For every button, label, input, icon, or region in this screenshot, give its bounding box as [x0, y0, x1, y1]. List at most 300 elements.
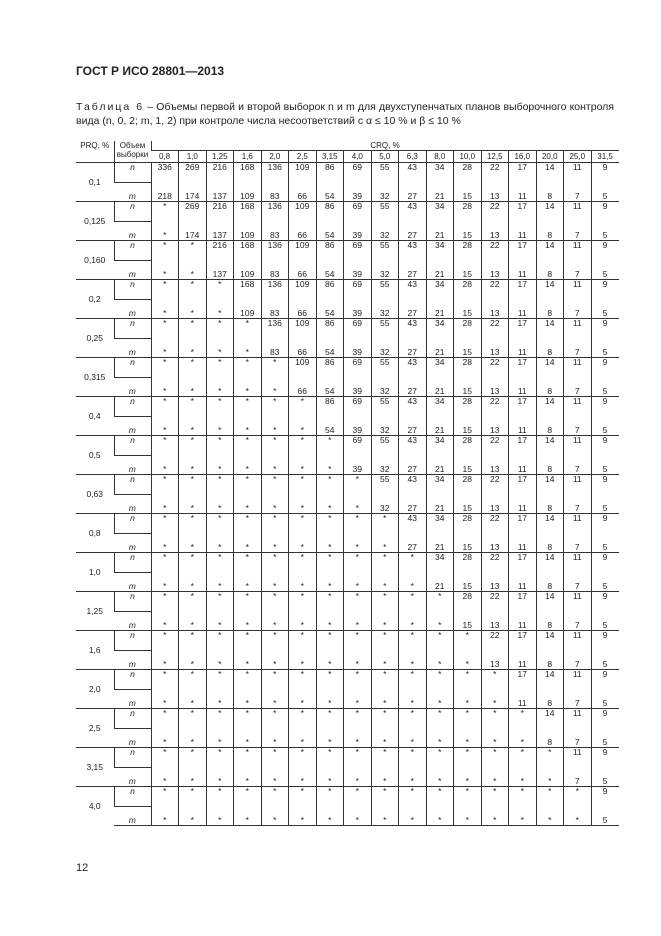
cell-m: 7: [564, 612, 592, 631]
cell-n: *: [399, 709, 427, 729]
cell-m: 15: [454, 183, 482, 202]
cell-n: *: [261, 787, 289, 807]
cell-m: *: [151, 768, 179, 787]
cell-n: *: [179, 553, 207, 573]
cell-m: *: [151, 261, 179, 280]
table-row-m: [76, 495, 619, 514]
cell-n: *: [261, 670, 289, 690]
cell-m: *: [344, 573, 372, 592]
cell-n: 34: [426, 319, 454, 339]
cell-n: 86: [316, 358, 344, 378]
cell-m: 13: [481, 261, 509, 280]
cell-m: 39: [344, 378, 372, 397]
cell-m: *: [234, 495, 262, 514]
cell-m: *: [316, 768, 344, 787]
cell-n: 11: [564, 397, 592, 417]
cell-n: 168: [234, 163, 262, 183]
cell-n: 17: [509, 553, 537, 573]
cell-n: *: [344, 709, 372, 729]
cell-m: 5: [591, 573, 619, 592]
cell-n: 14: [536, 436, 564, 456]
cell-m: *: [316, 690, 344, 709]
cell-m: *: [179, 729, 207, 748]
cell-m: *: [206, 729, 234, 748]
cell-m: 32: [371, 417, 399, 436]
cell-n: 34: [426, 280, 454, 300]
table-row-m: [76, 339, 619, 358]
cell-n: 11: [564, 514, 592, 534]
cell-n: 86: [316, 319, 344, 339]
cell-m: *: [179, 534, 207, 553]
cell-n: *: [454, 670, 482, 690]
cell-n: 28: [454, 592, 482, 612]
cell-n: 86: [316, 280, 344, 300]
cell-m: *: [261, 378, 289, 397]
cell-m: 13: [481, 417, 509, 436]
cell-n: 14: [536, 319, 564, 339]
table-row-n: [76, 241, 619, 261]
cell-m: *: [426, 807, 454, 826]
sample-m-label: m: [114, 651, 151, 670]
cell-m: *: [261, 729, 289, 748]
sample-size-header: Объем выборки: [114, 141, 151, 163]
cell-n: 136: [261, 163, 289, 183]
cell-n: *: [289, 553, 317, 573]
cell-m: 39: [344, 417, 372, 436]
cell-m: 218: [151, 183, 179, 202]
table-row-m: [76, 300, 619, 319]
crq-value: 16,0: [509, 151, 537, 163]
prq-value: 1,6: [76, 631, 114, 670]
cell-n: *: [179, 592, 207, 612]
cell-m: *: [151, 612, 179, 631]
cell-n: *: [234, 631, 262, 651]
cell-n: 11: [564, 748, 592, 768]
cell-n: 28: [454, 514, 482, 534]
cell-m: *: [371, 573, 399, 592]
cell-m: *: [179, 378, 207, 397]
cell-n: *: [316, 436, 344, 456]
cell-n: 109: [289, 280, 317, 300]
cell-m: *: [399, 651, 427, 670]
cell-m: *: [289, 768, 317, 787]
cell-m: 11: [509, 651, 537, 670]
cell-m: *: [261, 495, 289, 514]
cell-n: 14: [536, 475, 564, 495]
table-row-n: [76, 748, 619, 768]
cell-n: *: [151, 280, 179, 300]
cell-n: 11: [564, 358, 592, 378]
prq-value: 2,0: [76, 670, 114, 709]
cell-n: 43: [399, 280, 427, 300]
cell-m: *: [509, 729, 537, 748]
crq-value: 3,15: [316, 151, 344, 163]
sample-m-label: m: [114, 729, 151, 748]
cell-m: *: [344, 690, 372, 709]
cell-m: *: [454, 651, 482, 670]
cell-n: 86: [316, 202, 344, 222]
cell-n: 9: [591, 631, 619, 651]
cell-m: 7: [564, 573, 592, 592]
sample-m-label: m: [114, 573, 151, 592]
table-row-m: [76, 456, 619, 475]
cell-m: 11: [509, 261, 537, 280]
table-caption-label: Таблица 6: [76, 101, 145, 113]
cell-m: *: [509, 807, 537, 826]
cell-m: *: [426, 651, 454, 670]
sample-m-label: m: [114, 690, 151, 709]
cell-m: 5: [591, 690, 619, 709]
cell-m: 27: [399, 417, 427, 436]
cell-m: *: [179, 456, 207, 475]
cell-m: *: [234, 573, 262, 592]
cell-n: 14: [536, 280, 564, 300]
sample-n-label: n: [114, 787, 151, 807]
sample-n-label: n: [114, 397, 151, 417]
cell-m: 15: [454, 339, 482, 358]
cell-m: 32: [371, 222, 399, 241]
cell-n: *: [371, 787, 399, 807]
cell-n: *: [289, 709, 317, 729]
cell-n: *: [234, 748, 262, 768]
cell-m: 54: [316, 417, 344, 436]
cell-n: 43: [399, 202, 427, 222]
cell-m: 32: [371, 261, 399, 280]
cell-m: 7: [564, 417, 592, 436]
crq-value: 0,8: [151, 151, 179, 163]
cell-m: 27: [399, 495, 427, 514]
cell-m: *: [399, 573, 427, 592]
cell-n: 28: [454, 436, 482, 456]
cell-m: *: [261, 534, 289, 553]
cell-n: 9: [591, 280, 619, 300]
cell-m: 83: [261, 183, 289, 202]
cell-m: 32: [371, 456, 399, 475]
sample-m-label: m: [114, 534, 151, 553]
cell-n: 22: [481, 553, 509, 573]
sample-m-label: m: [114, 339, 151, 358]
cell-n: *: [234, 319, 262, 339]
cell-n: *: [151, 670, 179, 690]
cell-n: 216: [206, 163, 234, 183]
cell-m: *: [426, 612, 454, 631]
cell-n: *: [399, 631, 427, 651]
cell-m: *: [206, 612, 234, 631]
cell-n: *: [151, 787, 179, 807]
table-row-m: [76, 612, 619, 631]
cell-m: *: [454, 768, 482, 787]
prq-value: 4,0: [76, 787, 114, 826]
table-row-m: [76, 729, 619, 748]
cell-m: *: [234, 534, 262, 553]
cell-m: 27: [399, 339, 427, 358]
cell-m: 13: [481, 534, 509, 553]
cell-n: 9: [591, 202, 619, 222]
cell-n: *: [206, 748, 234, 768]
cell-m: 15: [454, 495, 482, 514]
table-row-n: [76, 475, 619, 495]
cell-n: 14: [536, 592, 564, 612]
cell-m: 7: [564, 183, 592, 202]
cell-n: *: [206, 709, 234, 729]
cell-n: *: [426, 592, 454, 612]
cell-m: *: [179, 768, 207, 787]
cell-n: 216: [206, 241, 234, 261]
cell-n: *: [261, 397, 289, 417]
prq-value: 0,1: [76, 163, 114, 202]
cell-n: *: [289, 514, 317, 534]
crq-value: 31,5: [591, 151, 619, 163]
cell-n: 69: [344, 241, 372, 261]
document-header: ГОСТ Р ИСО 28801—2013: [76, 64, 225, 78]
cell-n: 14: [536, 163, 564, 183]
prq-value: 1,0: [76, 553, 114, 592]
cell-m: *: [151, 690, 179, 709]
cell-m: 54: [316, 300, 344, 319]
cell-m: 5: [591, 612, 619, 631]
cell-m: 7: [564, 534, 592, 553]
cell-m: 27: [399, 300, 427, 319]
cell-m: *: [151, 573, 179, 592]
cell-m: 83: [261, 261, 289, 280]
cell-n: 55: [371, 358, 399, 378]
cell-n: *: [179, 280, 207, 300]
cell-m: *: [399, 729, 427, 748]
cell-m: *: [371, 690, 399, 709]
cell-m: *: [234, 807, 262, 826]
cell-n: 14: [536, 202, 564, 222]
cell-m: *: [316, 534, 344, 553]
cell-m: *: [179, 690, 207, 709]
cell-m: 15: [454, 534, 482, 553]
cell-n: *: [261, 748, 289, 768]
cell-m: *: [371, 651, 399, 670]
cell-n: *: [206, 592, 234, 612]
cell-m: 66: [289, 339, 317, 358]
cell-n: 34: [426, 436, 454, 456]
cell-m: *: [234, 690, 262, 709]
cell-n: 216: [206, 202, 234, 222]
cell-n: 28: [454, 319, 482, 339]
cell-m: 39: [344, 456, 372, 475]
cell-m: *: [234, 729, 262, 748]
sample-n-label: n: [114, 241, 151, 261]
cell-m: 15: [454, 612, 482, 631]
cell-n: *: [151, 436, 179, 456]
cell-n: 34: [426, 553, 454, 573]
sample-m-label: m: [114, 378, 151, 397]
cell-n: *: [371, 553, 399, 573]
cell-m: 11: [509, 378, 537, 397]
cell-n: 28: [454, 397, 482, 417]
cell-m: 7: [564, 690, 592, 709]
cell-n: 34: [426, 514, 454, 534]
cell-m: *: [206, 339, 234, 358]
cell-m: *: [289, 690, 317, 709]
crq-value: 25,0: [564, 151, 592, 163]
cell-m: 7: [564, 261, 592, 280]
cell-n: 17: [509, 514, 537, 534]
cell-n: *: [261, 475, 289, 495]
cell-m: *: [289, 417, 317, 436]
cell-m: *: [234, 339, 262, 358]
table-row-m: [76, 690, 619, 709]
cell-n: 11: [564, 670, 592, 690]
cell-m: *: [234, 456, 262, 475]
cell-n: *: [151, 241, 179, 261]
cell-m: 66: [289, 183, 317, 202]
cell-n: 43: [399, 514, 427, 534]
cell-n: 22: [481, 397, 509, 417]
cell-n: *: [344, 787, 372, 807]
sample-m-label: m: [114, 183, 151, 202]
cell-m: 21: [426, 222, 454, 241]
cell-n: *: [179, 319, 207, 339]
cell-m: *: [151, 807, 179, 826]
table-row-n: [76, 592, 619, 612]
cell-m: 109: [234, 183, 262, 202]
cell-n: 9: [591, 163, 619, 183]
cell-n: 168: [234, 241, 262, 261]
cell-m: *: [481, 807, 509, 826]
cell-m: *: [206, 378, 234, 397]
cell-n: 109: [289, 241, 317, 261]
table-row-m: [76, 378, 619, 397]
cell-n: 69: [344, 163, 372, 183]
cell-n: 136: [261, 280, 289, 300]
cell-m: *: [179, 573, 207, 592]
cell-m: *: [536, 768, 564, 787]
cell-n: *: [344, 748, 372, 768]
cell-m: 27: [399, 222, 427, 241]
cell-n: 43: [399, 319, 427, 339]
cell-m: *: [206, 573, 234, 592]
cell-m: *: [261, 573, 289, 592]
cell-m: 137: [206, 261, 234, 280]
sample-m-label: m: [114, 417, 151, 436]
cell-n: *: [481, 670, 509, 690]
cell-n: *: [399, 553, 427, 573]
cell-m: 5: [591, 729, 619, 748]
table-row-m: [76, 807, 619, 826]
cell-m: 27: [399, 378, 427, 397]
cell-m: *: [206, 495, 234, 514]
cell-n: *: [564, 787, 592, 807]
cell-n: *: [179, 397, 207, 417]
cell-m: 13: [481, 612, 509, 631]
cell-n: 28: [454, 163, 482, 183]
cell-m: *: [344, 768, 372, 787]
cell-m: 8: [536, 573, 564, 592]
cell-m: 13: [481, 573, 509, 592]
cell-n: *: [316, 709, 344, 729]
cell-m: 39: [344, 183, 372, 202]
table-row-n: [76, 319, 619, 339]
cell-n: *: [261, 436, 289, 456]
crq-header: CRQ, %: [151, 141, 619, 151]
cell-n: 14: [536, 670, 564, 690]
cell-m: 11: [509, 300, 537, 319]
cell-n: *: [371, 514, 399, 534]
cell-m: 15: [454, 222, 482, 241]
cell-n: 28: [454, 358, 482, 378]
cell-m: *: [179, 495, 207, 514]
cell-m: *: [261, 456, 289, 475]
cell-n: 9: [591, 748, 619, 768]
cell-m: *: [344, 534, 372, 553]
cell-n: 17: [509, 319, 537, 339]
cell-m: 5: [591, 534, 619, 553]
cell-n: *: [151, 319, 179, 339]
cell-n: *: [151, 592, 179, 612]
cell-n: *: [316, 787, 344, 807]
cell-n: *: [179, 631, 207, 651]
sample-n-label: n: [114, 475, 151, 495]
cell-m: 39: [344, 261, 372, 280]
cell-m: *: [179, 807, 207, 826]
cell-n: *: [316, 631, 344, 651]
cell-n: 69: [344, 436, 372, 456]
cell-n: *: [316, 592, 344, 612]
cell-n: *: [289, 670, 317, 690]
sample-n-label: n: [114, 709, 151, 729]
cell-m: 27: [399, 456, 427, 475]
cell-n: *: [289, 787, 317, 807]
cell-n: 14: [536, 631, 564, 651]
cell-m: 5: [591, 339, 619, 358]
table-caption: [76, 101, 614, 128]
cell-n: *: [371, 670, 399, 690]
sample-n-label: n: [114, 163, 151, 183]
cell-m: 83: [261, 339, 289, 358]
cell-m: 21: [426, 456, 454, 475]
cell-n: *: [399, 748, 427, 768]
cell-n: *: [316, 475, 344, 495]
cell-n: 43: [399, 358, 427, 378]
cell-m: *: [261, 612, 289, 631]
sample-n-label: n: [114, 436, 151, 456]
cell-m: *: [344, 495, 372, 514]
cell-n: *: [206, 475, 234, 495]
sample-n-label: n: [114, 553, 151, 573]
prq-value: 2,5: [76, 709, 114, 748]
cell-m: 7: [564, 222, 592, 241]
cell-n: 17: [509, 163, 537, 183]
cell-n: 22: [481, 592, 509, 612]
cell-n: 69: [344, 319, 372, 339]
cell-m: *: [316, 807, 344, 826]
sample-n-label: n: [114, 670, 151, 690]
cell-n: *: [289, 748, 317, 768]
table-row-n: [76, 163, 619, 183]
cell-m: 39: [344, 300, 372, 319]
cell-n: *: [316, 748, 344, 768]
cell-n: 11: [564, 163, 592, 183]
crq-value: 10,0: [454, 151, 482, 163]
cell-n: *: [179, 748, 207, 768]
cell-n: *: [509, 709, 537, 729]
cell-n: 55: [371, 202, 399, 222]
cell-n: *: [289, 397, 317, 417]
cell-n: 17: [509, 397, 537, 417]
cell-m: *: [261, 768, 289, 787]
cell-n: *: [151, 709, 179, 729]
cell-m: *: [316, 573, 344, 592]
cell-n: *: [151, 514, 179, 534]
cell-m: *: [151, 729, 179, 748]
cell-n: *: [454, 709, 482, 729]
cell-n: 69: [344, 397, 372, 417]
